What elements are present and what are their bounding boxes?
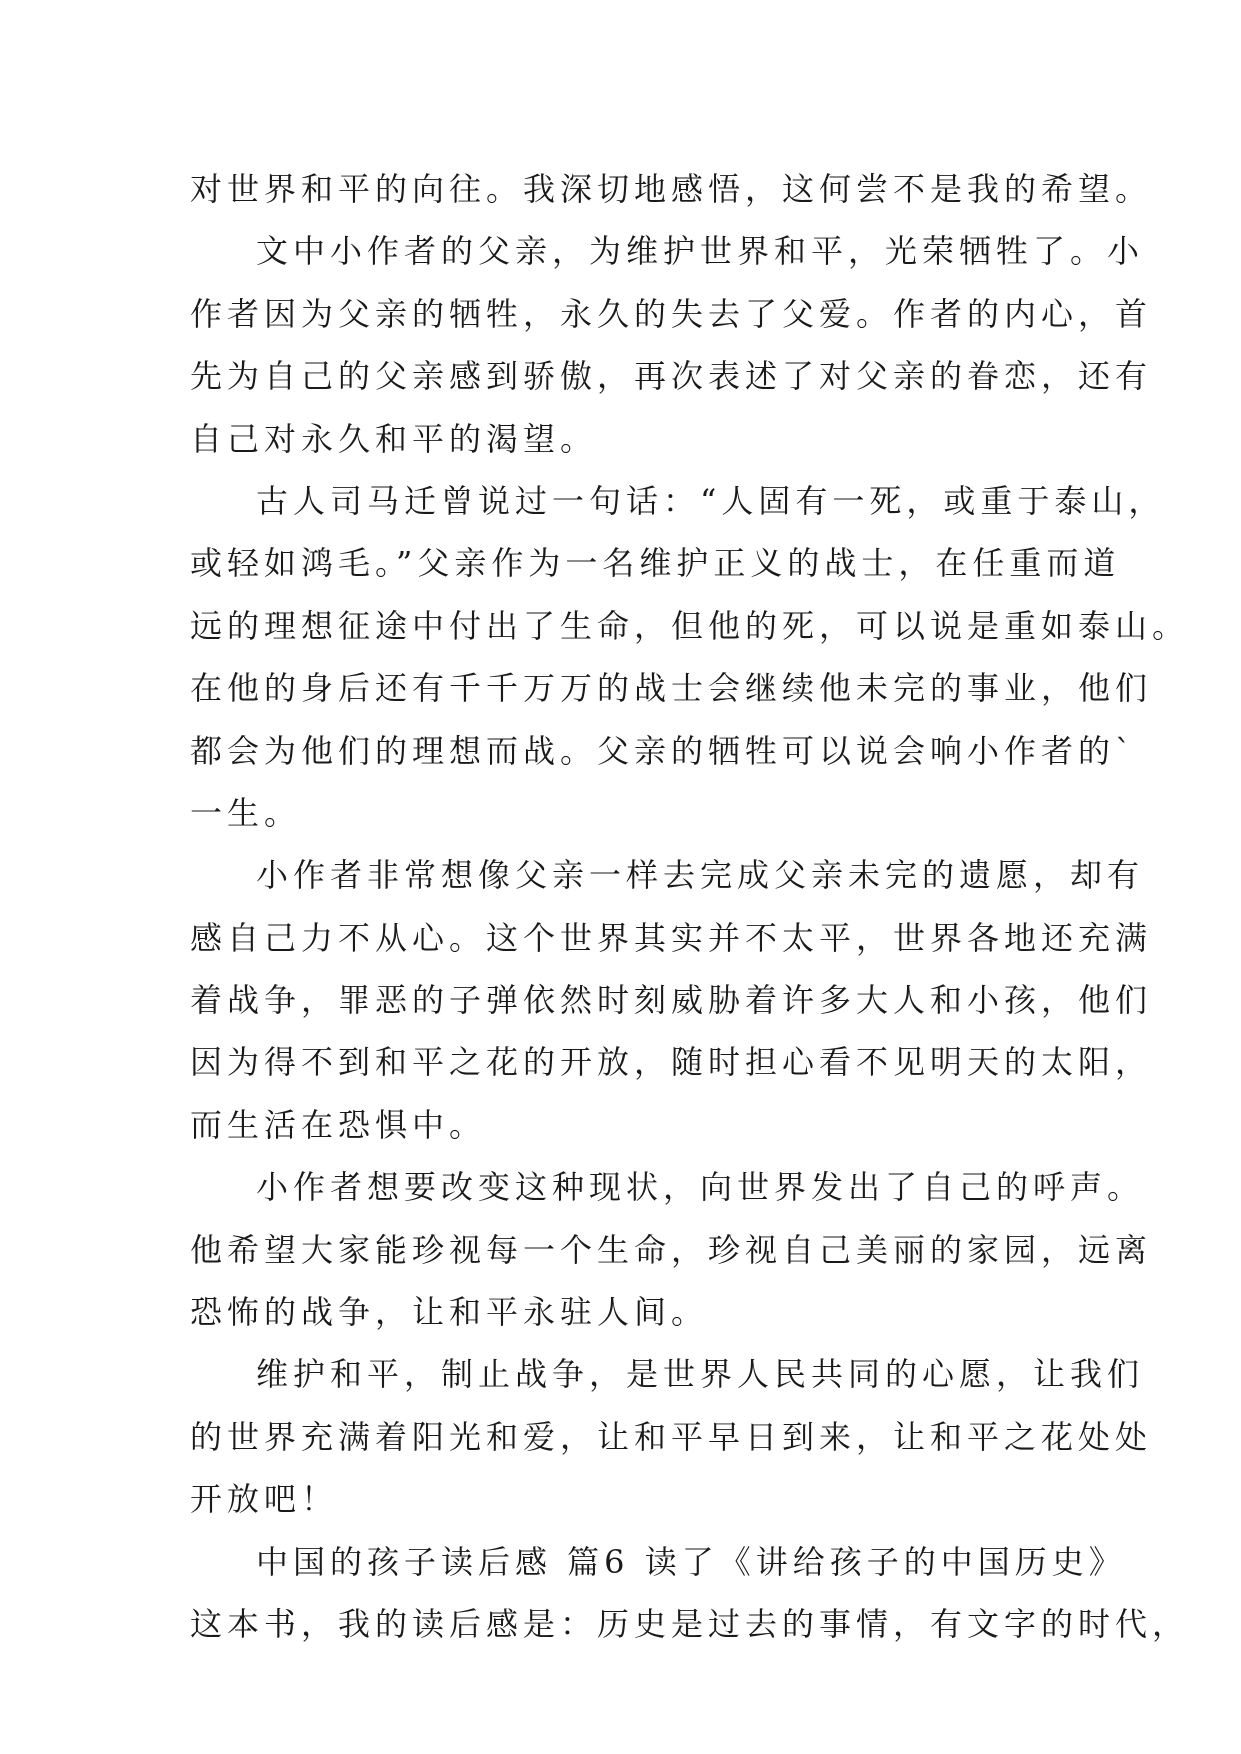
text-line: 或轻如鸿毛。”父亲作为一名维护正义的战士，在任重而道 xyxy=(190,544,1121,583)
text-line: 小作者非常想像父亲一样去完成父亲未完的遗愿，却有 xyxy=(256,856,1145,895)
text-line: 而生活在恐惧中。 xyxy=(190,1105,487,1144)
text-line: 维护和平，制止战争，是世界人民共同的心愿，让我们 xyxy=(256,1355,1145,1394)
text-line: 一生。 xyxy=(190,793,302,832)
text-line: 自己对永久和平的渴望。 xyxy=(190,419,598,458)
text-line: 小作者想要改变这种现状，向世界发出了自己的呼声。 xyxy=(256,1168,1145,1207)
text-line: 开放吧！ xyxy=(190,1480,339,1519)
text-line: 着战争，罪恶的子弹依然时刻威胁着许多大人和小孩，他们 xyxy=(190,981,1153,1020)
text-line: 感自己力不从心。这个世界其实并不太平，世界各地还充满 xyxy=(190,918,1153,957)
text-line: 的世界充满着阳光和爱，让和平早日到来，让和平之花处处 xyxy=(190,1417,1153,1456)
text-line: 他希望大家能珍视每一个生命，珍视自己美丽的家园，远离 xyxy=(190,1230,1153,1269)
text-line: 作者因为父亲的牺牲，永久的失去了父爱。作者的内心，首 xyxy=(190,294,1153,333)
document-body xyxy=(190,158,1190,1655)
text-line: 恐怖的战争，让和平永驻人间。 xyxy=(190,1293,709,1332)
text-line: 对世界和平的向往。我深切地感悟，这何尝不是我的希望。 xyxy=(190,170,1153,208)
text-line: 先为自己的父亲感到骄傲，再次表述了对父亲的眷恋，还有 xyxy=(190,357,1153,396)
text-line: 都会为他们的理想而战。父亲的牺牲可以说会响小作者的` xyxy=(190,731,1137,770)
text-line: 在他的身后还有千千万万的战士会继续他未完的事业，他们 xyxy=(190,669,1153,708)
text-line: 因为得不到和平之花的开放，随时担心看不见明天的太阳， xyxy=(190,1043,1153,1082)
text-line: 远的理想征途中付出了生命，但他的死，可以说是重如泰山。 xyxy=(190,606,1190,645)
text-line: 文中小作者的父亲，为维护世界和平，光荣牺牲了。小 xyxy=(256,232,1145,271)
text-line: 中国的孩子读后感 篇6 读了《讲给孩子的中国历史》 xyxy=(256,1542,1126,1581)
text-line: 这本书，我的读后感是：历史是过去的事情，有文字的时代， xyxy=(190,1604,1190,1643)
text-line: 古人司马迁曾说过一句话：“人固有一死，或重于泰山， xyxy=(256,481,1166,520)
